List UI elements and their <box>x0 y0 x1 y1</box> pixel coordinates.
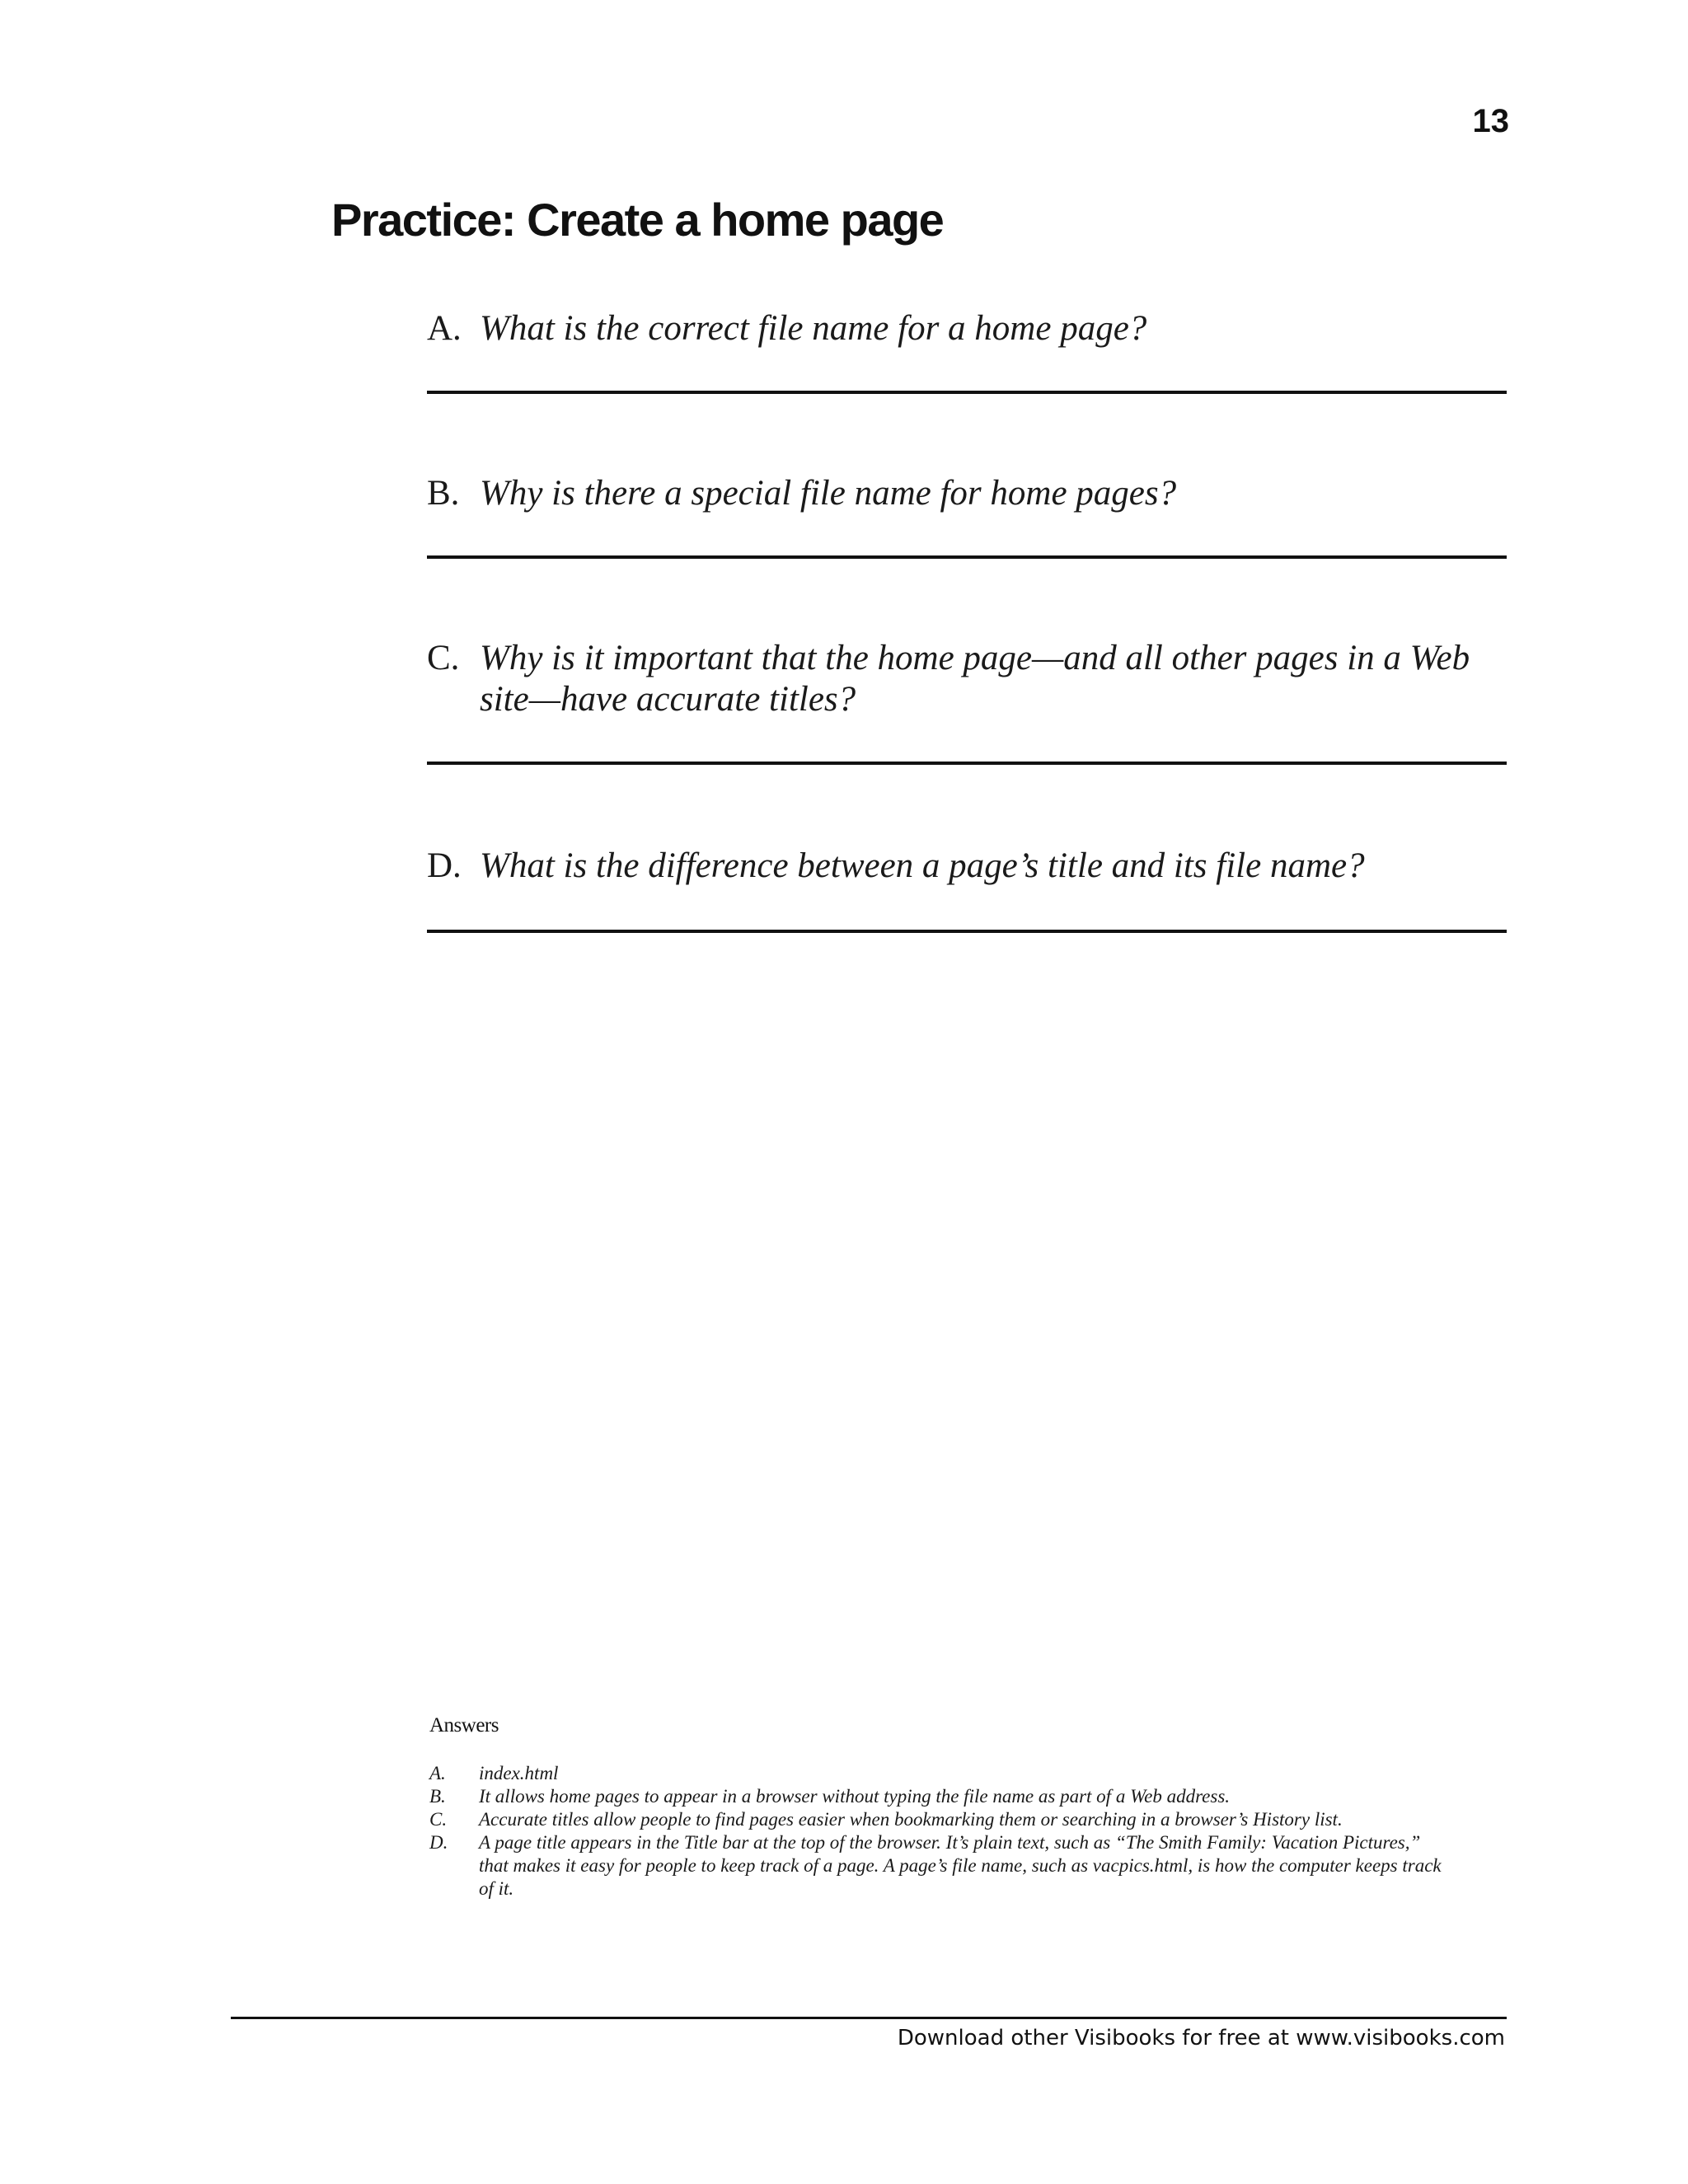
answer-line-c <box>427 762 1507 765</box>
answer-letter: B. <box>429 1786 446 1807</box>
footer-text: Download other Visibooks for free at www.visibooks.com <box>897 2026 1505 2050</box>
answer-text: index.html <box>479 1763 559 1783</box>
question-a <box>427 308 1507 349</box>
question-letter: B. <box>427 474 460 513</box>
page-number: 13 <box>1472 103 1509 139</box>
question-text: Why is there a special file name for home pages? <box>480 474 1177 513</box>
answer-item-b <box>429 1785 1451 1808</box>
answers-heading: Answers <box>429 1714 499 1736</box>
answer-item-d <box>429 1831 1451 1900</box>
answer-text: It allows home pages to appear in a browser without typing the file name as part of a Web address. <box>479 1786 1231 1807</box>
question-text: Why is it important that the home page—and all other pages in a Web site—have accurate titles? <box>480 639 1470 719</box>
answer-letter: C. <box>429 1809 448 1830</box>
answer-letter: A. <box>429 1763 446 1783</box>
answer-item-c <box>429 1808 1451 1831</box>
footer-rule <box>231 2017 1507 2019</box>
question-d <box>427 846 1507 887</box>
question-letter: A. <box>427 309 462 348</box>
answers-list <box>429 1762 1451 1900</box>
answer-line-a <box>427 391 1507 394</box>
answer-text: A page title appears in the Title bar at the top of the browser. It’s plain text, such as “The Smith Family: Vacation Pictures,” that makes it easy for people to keep track of a page. A page’s file name, such as vacpics.html, is how the computer keeps track of it. <box>479 1832 1442 1899</box>
question-letter: C. <box>427 639 460 677</box>
page-title: Practice: Create a home page <box>331 194 944 246</box>
answer-text: Accurate titles allow people to find pages easier when bookmarking them or searching in a browser’s History list. <box>479 1809 1343 1830</box>
question-b <box>427 473 1507 514</box>
answer-letter: D. <box>429 1832 448 1853</box>
answer-item-a <box>429 1762 1451 1785</box>
answer-line-d <box>427 930 1507 933</box>
question-c <box>427 638 1507 720</box>
question-text: What is the difference between a page’s title and its file name? <box>480 846 1365 885</box>
question-text: What is the correct file name for a home page? <box>480 309 1147 348</box>
answer-line-b <box>427 555 1507 559</box>
question-letter: D. <box>427 846 462 885</box>
